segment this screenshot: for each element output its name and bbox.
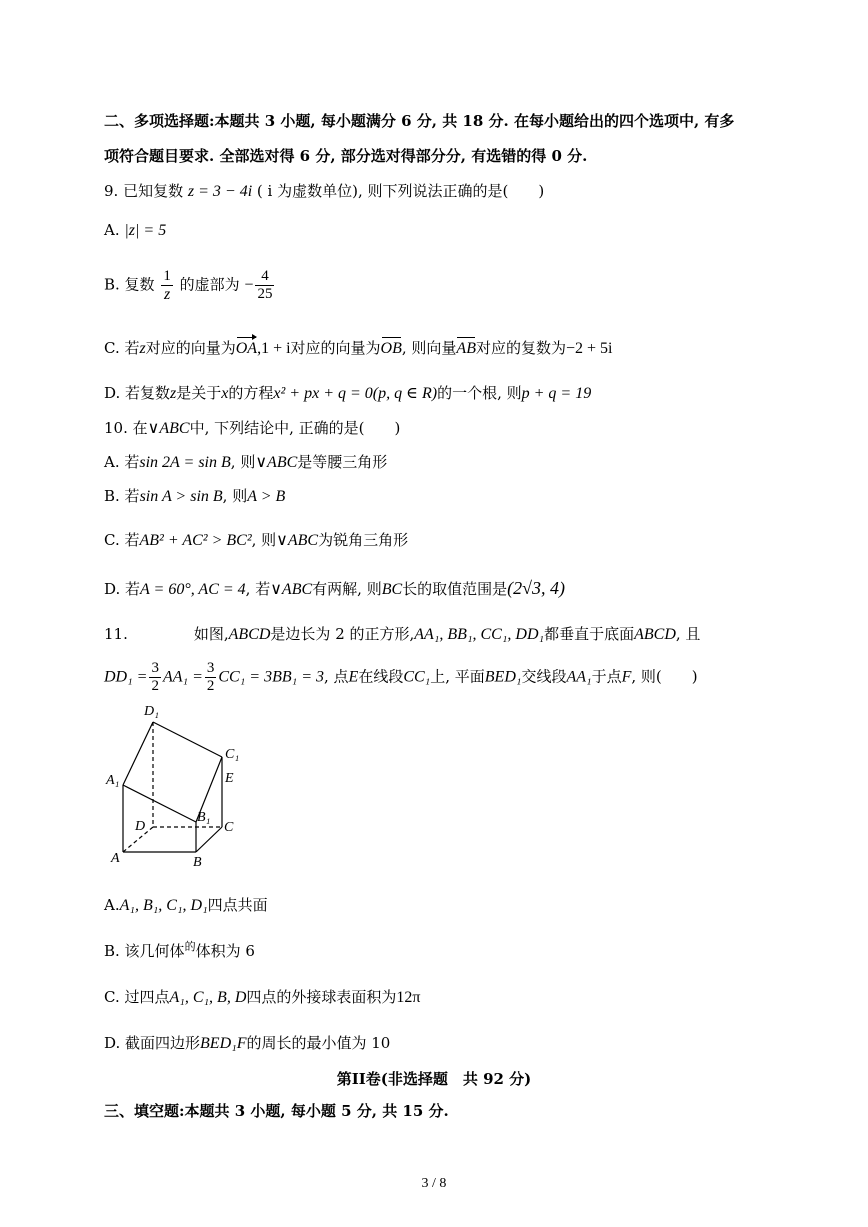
- fraction-one-over-z: $\frac{1}{z}$: [163, 268, 171, 303]
- q10-stem: 10. 在∨ABC中, 下列结论中, 正确的是( ): [104, 419, 401, 437]
- label-e: E: [225, 771, 234, 786]
- label-b1: B₁: [197, 810, 211, 825]
- q10-option-c[interactable]: C. 若AB² + AC² > BC², 则∨ABC为锐角三角形: [104, 531, 409, 549]
- q9-z-expr: z = 3 − 4i: [187, 183, 253, 200]
- vector-ab: AB: [456, 340, 476, 357]
- q11-stem-line1: 11. 如图,ABCD是边长为 2 的正方形,AA₁, BB₁, CC₁, DD₁都垂直于底面ABCD, 且: [104, 625, 701, 643]
- q11-option-c[interactable]: C. 过四点A₁, C₁, B, D四点的外接球表面积为12π: [104, 988, 421, 1006]
- q11-solid-figure: [100, 700, 260, 875]
- label-a: A: [111, 851, 120, 866]
- fraction-4-over-25: $\frac{4}{25}$: [257, 268, 273, 302]
- label-d1: D₁: [144, 704, 159, 719]
- section2-title-line1: 二、多项选择题:本题共 3 小题, 每小题满分 6 分, 共 18 分. 在每小题给出的四个选项中, 有多: [104, 112, 735, 130]
- q10-option-a[interactable]: A. 若sin 2A = sin B, 则∨ABC是等腰三角形: [104, 453, 388, 471]
- q9-option-a[interactable]: A. |z| = 5: [104, 221, 167, 239]
- q9-option-d[interactable]: D. 若复数z是关于x的方程x² + px + q = 0(p, q ∈ R)的一个根, 则p + q = 19: [104, 384, 592, 402]
- label-b: B: [193, 855, 202, 870]
- label-a1: A₁: [106, 773, 120, 788]
- label-d: D: [135, 819, 146, 834]
- q11-stem-line2: DD₁ = $\frac{3}{2}$ AA₁ = $\frac{3}{2}$ CC₁ = 3BB₁ = 3, 点E在线段CC₁上, 平面BED₁交线段AA₁于点F, 则( ): [104, 660, 698, 694]
- q10-option-d[interactable]: D. 若A = 60°, AC = 4, 若∨ABC有两解, 则BC长的取值范围是(2√3, 4): [104, 578, 566, 598]
- vector-oa: OA: [235, 340, 258, 357]
- section3-title: 三、填空题:本题共 3 小题, 每小题 5 分, 共 15 分.: [104, 1102, 449, 1120]
- q11-option-d[interactable]: D. 截面四边形BED₁F的周长的最小值为 10: [104, 1034, 391, 1052]
- part2-title: 第II卷(非选择题 共 92 分): [336, 1070, 532, 1088]
- q9-option-c[interactable]: C. 若z对应的向量为OA,1 + i对应的向量为OB, 则向量AB对应的复数为−2 + 5i: [104, 339, 613, 357]
- q11-option-b[interactable]: B. 该几何体$^的$体积为 6: [104, 940, 255, 960]
- q11-option-a[interactable]: A.A₁, B₁, C₁, D₁四点共面: [104, 896, 268, 914]
- q9-stem: 9. 已知复数 z = 3 − 4i ( i 为虚数单位), 则下列说法正确的是( ): [104, 182, 545, 200]
- q10-option-b[interactable]: B. 若sin A > sin B, 则A > B: [104, 487, 286, 505]
- section2-title-line2: 项符合题目要求. 全部选对得 6 分, 部分选对得部分分, 有选错的得 0 分.: [104, 147, 588, 165]
- vector-ob: OB: [380, 340, 402, 357]
- label-c: C: [224, 820, 234, 835]
- page-number: 3 / 8: [421, 1176, 447, 1191]
- q9-option-b[interactable]: B. 复数 $\frac{1}{z}$ 的虚部为 − $\frac{4}{25}$: [104, 268, 273, 303]
- label-c1: C₁: [225, 747, 240, 762]
